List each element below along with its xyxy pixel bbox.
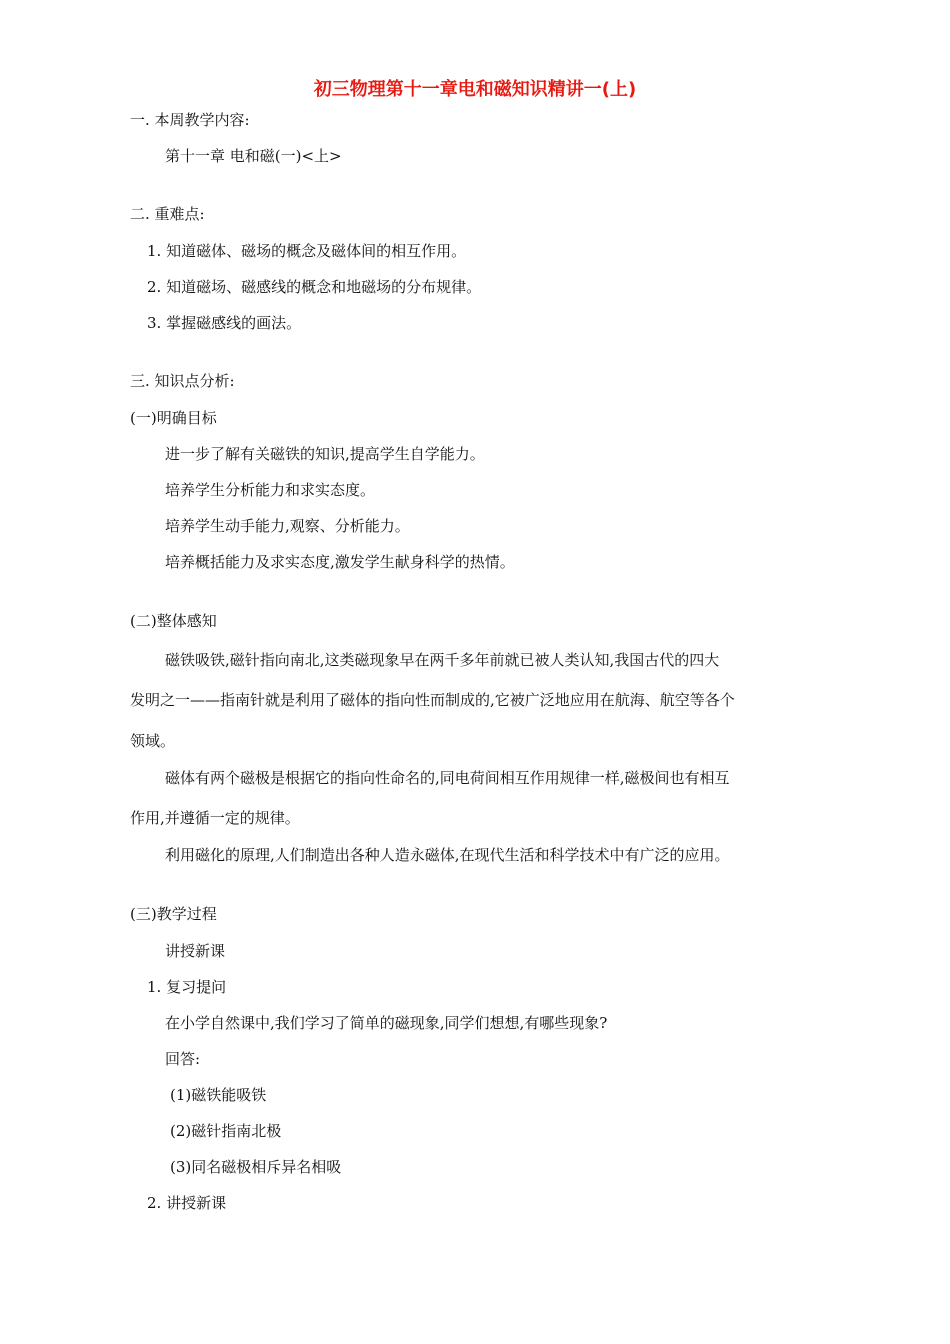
paragraph-line: 利用磁化的原理,人们制造出各种人造永磁体,在现代生活和科学技术中有广泛的应用。 <box>165 846 730 864</box>
answer-item: (3)同名磁极相斥异名相吸 <box>170 1158 342 1176</box>
subheading-process: (三)教学过程 <box>130 905 217 923</box>
subheading-goals: (一)明确目标 <box>130 409 217 427</box>
section-heading-teaching-content: 一. 本周教学内容: <box>130 111 250 129</box>
section-heading-analysis: 三. 知识点分析: <box>130 372 235 390</box>
goal-line: 进一步了解有关磁铁的知识,提高学生自学能力。 <box>165 445 485 463</box>
paragraph-line: 发明之一——指南针就是利用了磁体的指向性而制成的,它被广泛地应用在航海、航空等各个 <box>130 691 735 709</box>
goal-line: 培养学生分析能力和求实态度。 <box>165 481 376 499</box>
step-item: 1. 复习提问 <box>147 978 227 996</box>
step-item: 2. 讲授新课 <box>147 1194 227 1212</box>
process-subheading: 讲授新课 <box>165 942 226 960</box>
document-title: 初三物理第十一章电和磁知识精讲一(上) <box>313 79 637 100</box>
key-point-item: 2. 知道磁场、磁感线的概念和地磁场的分布规律。 <box>147 278 482 296</box>
subheading-overview: (二)整体感知 <box>130 612 217 630</box>
paragraph-line: 磁体有两个磁极是根据它的指向性命名的,同电荷间相互作用规律一样,磁极间也有相互 <box>165 769 730 787</box>
paragraph-line: 作用,并遵循一定的规律。 <box>130 809 300 827</box>
chapter-line: 第十一章 电和磁(一)<上> <box>165 147 342 165</box>
paragraph-line: 领域。 <box>130 732 176 750</box>
paragraph-line: 磁铁吸铁,磁针指向南北,这类磁现象早在两千多年前就已被人类认知,我国古代的四大 <box>165 651 720 669</box>
answer-label: 回答: <box>165 1050 201 1068</box>
section-heading-key-points: 二. 重难点: <box>130 205 205 223</box>
key-point-item: 3. 掌握磁感线的画法。 <box>147 314 302 332</box>
question-line: 在小学自然课中,我们学习了简单的磁现象,同学们想想,有哪些现象? <box>165 1014 608 1032</box>
answer-item: (2)磁针指南北极 <box>170 1122 282 1140</box>
answer-item: (1)磁铁能吸铁 <box>170 1086 267 1104</box>
key-point-item: 1. 知道磁体、磁场的概念及磁体间的相互作用。 <box>147 242 467 260</box>
goal-line: 培养概括能力及求实态度,激发学生献身科学的热情。 <box>165 553 515 571</box>
goal-line: 培养学生动手能力,观察、分析能力。 <box>165 517 410 535</box>
